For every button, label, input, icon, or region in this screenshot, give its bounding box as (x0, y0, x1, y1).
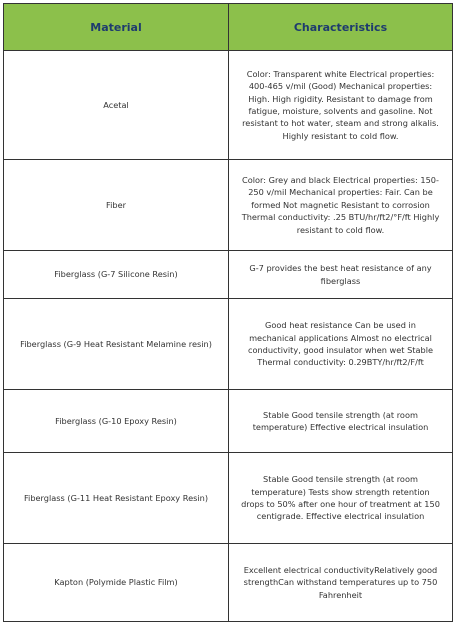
materials-table (3, 3, 453, 622)
table-row (4, 251, 453, 299)
header-material: Material (4, 4, 229, 51)
table-row (4, 51, 453, 160)
characteristics-cell: G-7 provides the best heat resistance of any fiberglass (229, 251, 453, 299)
characteristics-cell: Color: Grey and black Electrical properties: 150-250 v/mil Mechanical properties: Fair. Can be formed Not magnetic Resistant to corrosion Thermal conductivity: .25 BTU/hr/ft2/°F/ft Highly resistant to cold flow. (229, 160, 453, 251)
material-cell: Fiberglass (G-7 Silicone Resin) (4, 251, 229, 299)
table-header-row (4, 4, 453, 51)
material-cell: Fiberglass (G-11 Heat Resistant Epoxy Resin) (4, 453, 229, 544)
header-characteristics: Characteristics (229, 4, 453, 51)
table-row (4, 390, 453, 453)
table-row (4, 160, 453, 251)
characteristics-cell: Stable Good tensile strength (at room temperature) Effective electrical insulation (229, 390, 453, 453)
characteristics-cell: Color: Transparent white Electrical properties: 400-465 v/mil (Good) Mechanical properties: High. High rigidity. Resistant to damage from fatigue, moisture, solvents and gasoline. Not resistant to hot water, steam and strong alkalis. Highly resistant to cold flow. (229, 51, 453, 160)
material-cell: Acetal (4, 51, 229, 160)
material-cell: Fiberglass (G-9 Heat Resistant Melamine resin) (4, 299, 229, 390)
material-cell: Kapton (Polymide Plastic Film) (4, 544, 229, 622)
table-row (4, 299, 453, 390)
material-cell: Fiberglass (G-10 Epoxy Resin) (4, 390, 229, 453)
characteristics-cell: Stable Good tensile strength (at room temperature) Tests show strength retention drops to 50% after one hour of treatment at 150 centigrade. Effective electrical insulation (229, 453, 453, 544)
table-row (4, 453, 453, 544)
materials-table-container (3, 3, 452, 622)
characteristics-cell: Good heat resistance Can be used in mechanical applications Almost no electrical conductivity, good insulator when wet Stable Thermal conductivity: 0.29BTY/hr/ft2/F/ft (229, 299, 453, 390)
table-row (4, 544, 453, 622)
characteristics-cell: Excellent electrical conductivityRelatively good strengthCan withstand temperatures up to 750 Fahrenheit (229, 544, 453, 622)
material-cell: Fiber (4, 160, 229, 251)
